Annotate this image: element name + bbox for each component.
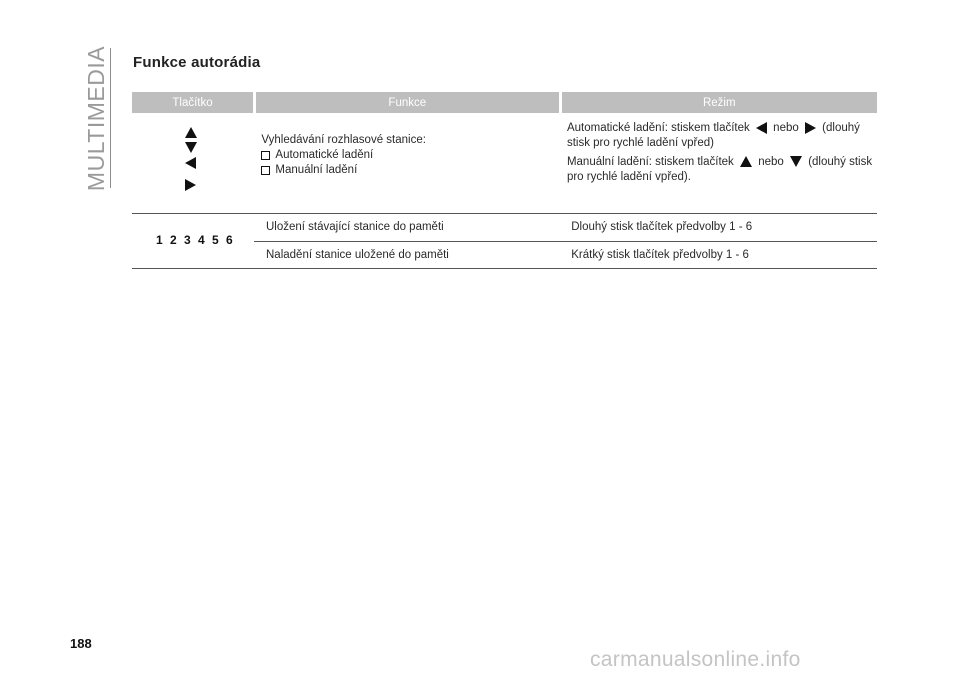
page-title: Funkce autorádia	[133, 54, 261, 71]
up-arrow-icon	[185, 127, 197, 138]
watermark: carmanualsonline.info	[590, 648, 801, 671]
bullet-box-icon	[261, 166, 270, 175]
header-button: Tlačítko	[172, 96, 213, 109]
presets-cell	[132, 214, 254, 269]
left-arrow-icon	[185, 157, 196, 169]
button-cell	[132, 113, 249, 213]
section-tab	[83, 45, 110, 191]
function-cell: Naladění stanice uložené do paměti	[266, 248, 449, 261]
list-item: Manuální ladění	[261, 163, 555, 178]
mode-cell	[555, 113, 877, 213]
preset-rows	[132, 214, 877, 269]
function-cell: Uložení stávající stanice do paměti	[266, 221, 444, 233]
down-arrow-icon	[185, 142, 197, 153]
section-divider	[110, 48, 111, 188]
header-function: Funkce	[253, 92, 559, 113]
mode-cell: Dlouhý stisk tlačítek předvolby 1 - 6	[571, 221, 753, 233]
right-arrow-icon	[185, 179, 196, 191]
preset-buttons-label: 1 2 3 4 5 6	[156, 233, 235, 247]
mode-cell: Krátký stisk tlačítek předvolby 1 - 6	[571, 248, 749, 261]
table-row	[254, 214, 877, 242]
function-title: Vyhledávání rozhlasové stanice:	[261, 134, 426, 146]
section-tab-label: MULTIMEDIA	[83, 45, 110, 191]
function-cell	[249, 113, 555, 213]
mode-manual: Manuální ladění: stiskem tlačítek nebo (dlouhý stisk pro rychlé ladění vpřed).	[566, 156, 873, 183]
table-row	[132, 113, 877, 214]
right-arrow-icon	[805, 122, 816, 134]
radio-functions-table	[132, 92, 877, 269]
down-arrow-icon	[790, 156, 802, 167]
bullet-box-icon	[261, 151, 270, 160]
header-mode: Režim	[559, 92, 877, 113]
table-header	[132, 92, 877, 113]
page-number: 188	[70, 636, 92, 651]
up-arrow-icon	[740, 156, 752, 167]
left-arrow-icon	[756, 122, 767, 134]
table-row	[254, 242, 877, 269]
list-item: Automatické ladění	[261, 148, 555, 163]
mode-auto: Automatické ladění: stiskem tlačítek nebo (dlouhý stisk pro rychlé ladění vpřed)	[566, 122, 860, 149]
